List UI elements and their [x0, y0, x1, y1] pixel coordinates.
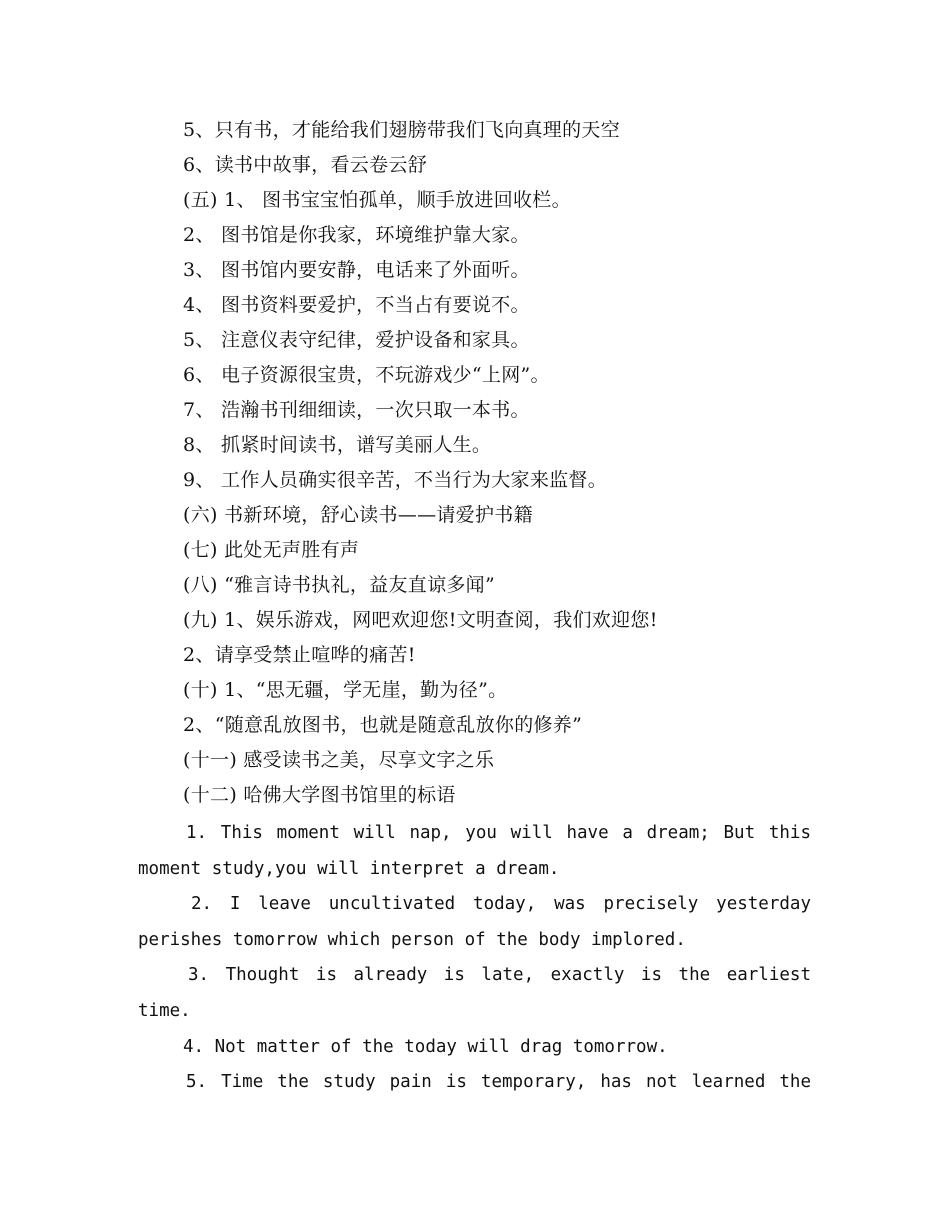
text-line: 4、 图书资料要爱护，不当占有要说不。	[183, 294, 530, 316]
text-line: 7、 浩瀚书刊细细读，一次只取一本书。	[183, 399, 530, 421]
section-heading: (十) 1、“思无疆，学无崖，勤为径”。	[183, 679, 508, 701]
text-line: 6、读书中故事，看云卷云舒	[183, 154, 427, 176]
text-line: 5、 注意仪表守纪律，爱护设备和家具。	[183, 329, 530, 351]
text-line: 2、 图书馆是你我家，环境维护靠大家。	[183, 224, 530, 246]
section-heading: (十二) 哈佛大学图书馆里的标语	[183, 784, 456, 806]
text-line: 2、“随意乱放图书，也就是随意乱放你的修养”	[183, 714, 583, 736]
english-paragraph: 3. Thought is already is late, exactly is the earliest time.	[138, 965, 811, 1021]
english-paragraph: 1. This moment will nap, you will have a dream; But this moment study,you will interpret a dream.	[138, 823, 811, 879]
section-heading: (七) 此处无声胜有声	[183, 539, 360, 561]
text-line: 3、 图书馆内要安静，电话来了外面听。	[183, 259, 530, 281]
text-line: 5、只有书，才能给我们翅膀带我们飞向真理的天空	[183, 119, 620, 141]
english-paragraph: 4. Not matter of the today will drag tomorrow.	[183, 1037, 668, 1057]
text-line: 6、 电子资源很宝贵，不玩游戏少“上网”。	[183, 364, 550, 386]
section-heading: (六) 书新环境，舒心读书——请爱护书籍	[183, 504, 533, 526]
section-heading: (八) “雅言诗书执礼，益友直谅多闻”	[183, 574, 495, 596]
section-heading: (十一) 感受读书之美，尽享文字之乐	[183, 749, 495, 771]
text-line: 9、 工作人员确实很辛苦，不当行为大家来监督。	[183, 469, 608, 491]
english-paragraph: 5. Time the study pain is temporary, has not learned the	[186, 1072, 811, 1092]
english-paragraph: 2. I leave uncultivated today, was precisely yesterday perishes tomorrow which person of the body implored.	[138, 894, 811, 950]
section-heading: (九) 1、娱乐游戏，网吧欢迎您!文明查阅，我们欢迎您!	[183, 609, 658, 631]
text-line: 2、请享受禁止喧哗的痛苦!	[183, 644, 416, 666]
text-line: (五) 1、 图书宝宝怕孤单，顺手放进回收栏。	[183, 189, 571, 211]
text-line: 8、 抓紧时间读书，谱写美丽人生。	[183, 434, 492, 456]
